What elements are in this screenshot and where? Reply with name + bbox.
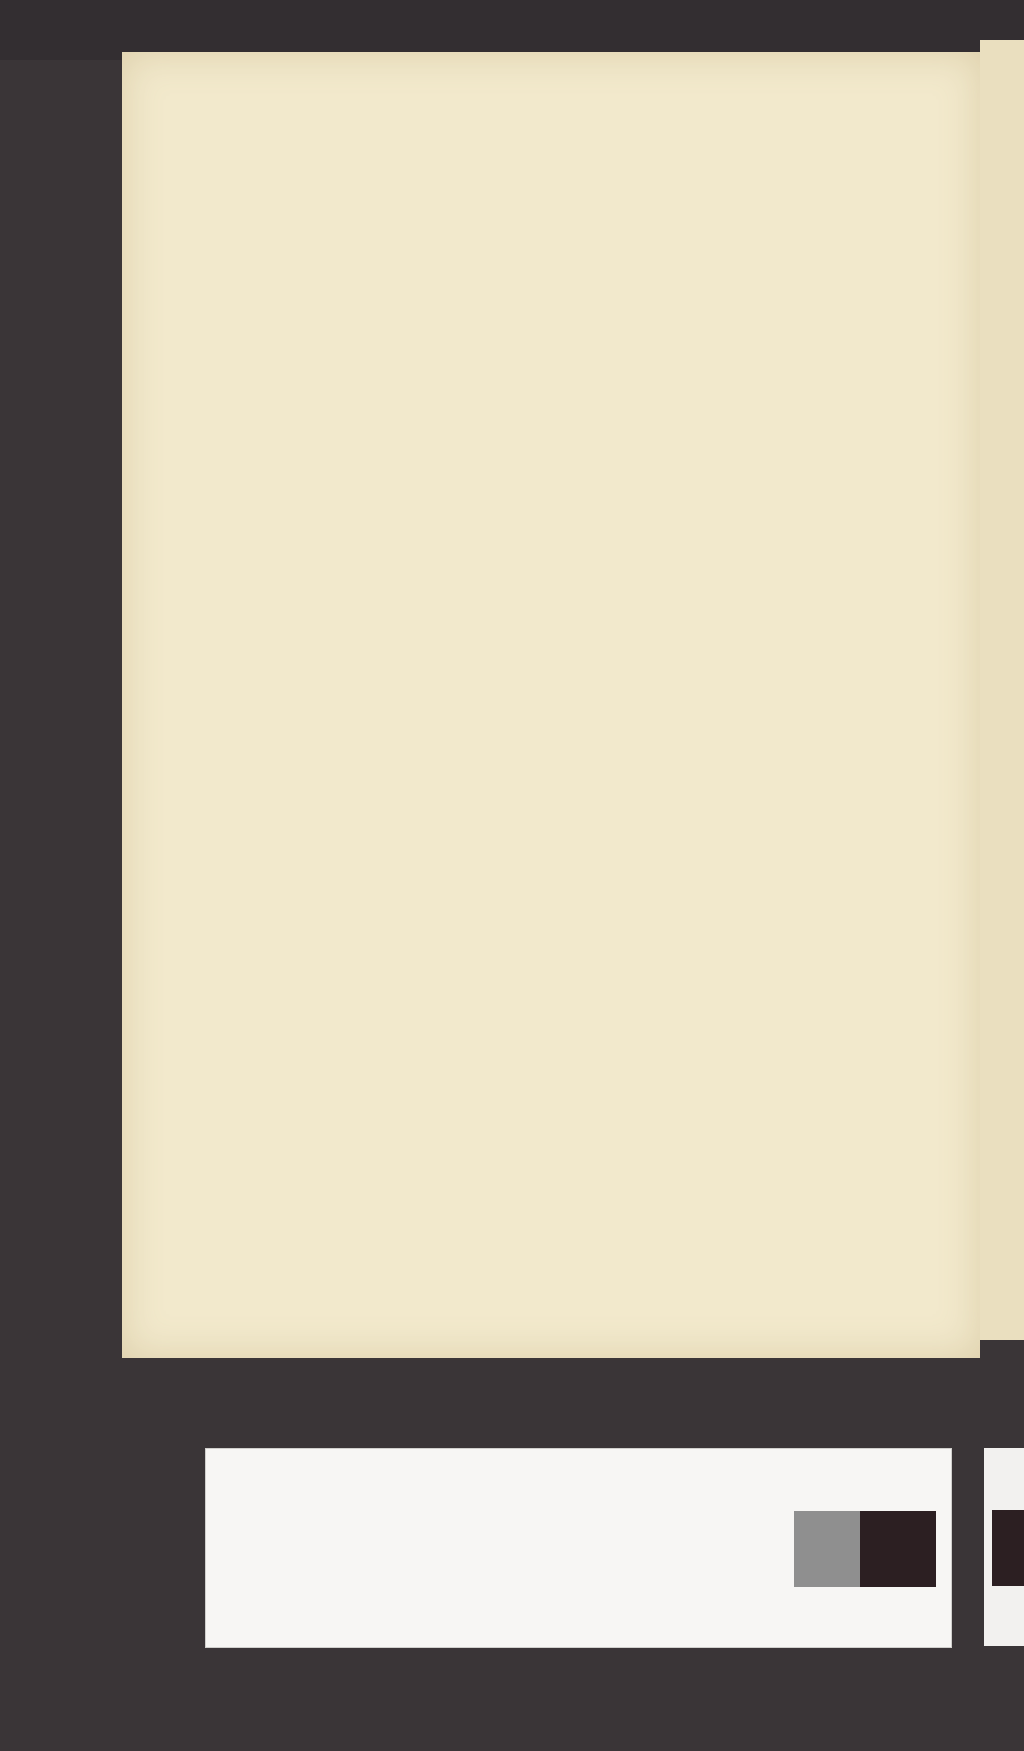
page-text-block [325,118,960,124]
color-target-card-edge [984,1448,1024,1646]
scan-background-top [0,0,1024,60]
gray-swatch-dark [860,1511,936,1587]
gray-swatch-mid [794,1511,860,1587]
color-target-card [205,1448,952,1648]
ruler-scale [226,1511,536,1591]
adjacent-page-edge [980,40,1024,1340]
edge-swatch [992,1510,1024,1586]
manuscript-page [122,52,980,1358]
card-footer [206,1599,951,1647]
